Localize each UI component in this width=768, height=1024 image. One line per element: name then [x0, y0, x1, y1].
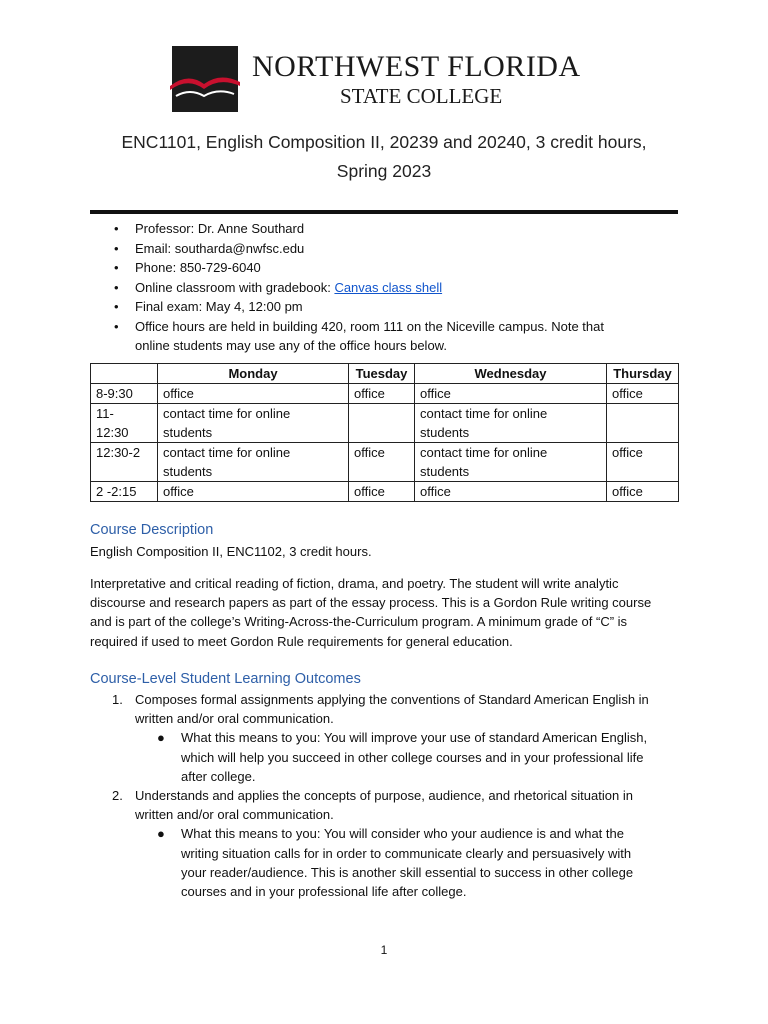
phone-text: Phone: 850-729-6040 — [135, 260, 261, 275]
table-cell: office — [158, 384, 349, 404]
divider — [90, 210, 678, 214]
bullet-icon: ● — [157, 730, 165, 746]
column-header — [91, 364, 158, 384]
table-cell: 11- 12:30 — [91, 404, 158, 443]
column-header: Tuesday — [349, 364, 415, 384]
table-cell: office — [415, 384, 607, 404]
table-cell: contact time for online students — [158, 443, 349, 482]
canvas-link[interactable]: Canvas class shell — [334, 279, 443, 295]
table-cell: office — [349, 443, 415, 482]
section-heading: Course-Level Student Learning Outcomes — [90, 671, 361, 687]
table-header-row — [91, 364, 679, 384]
outcome-line: Understands and applies the concepts of purpose, audience, and rhetorical situation in — [135, 788, 633, 804]
sub-line: What this means to you: You will improve your use of standard American English, — [181, 730, 648, 746]
paragraph-line: discourse and research papers as part of the essay process. This is a Gordon Rule writing course — [90, 595, 652, 611]
description-line: English Composition II, ENC1102, 3 credit hours. — [90, 544, 372, 559]
table-cell: office — [158, 482, 349, 502]
outcome-sub-item — [90, 728, 690, 786]
table-row — [91, 384, 679, 404]
table-cell: office — [607, 384, 679, 404]
outcome-line: Composes formal assignments applying the conventions of Standard American English in — [135, 692, 649, 707]
paragraph-line: and is part of the college’s Writing-Across-the-Curriculum program. A minimum grade of “C” is — [90, 614, 628, 630]
column-header: Thursday — [607, 364, 679, 384]
professor-text: Professor: Dr. Anne Southard — [135, 221, 305, 236]
sub-line: your reader/audience. This is another skill essential to success in other college — [181, 864, 634, 880]
outcome-item — [90, 690, 690, 728]
list-item — [90, 239, 678, 259]
table-row — [91, 443, 679, 482]
table-cell: office — [349, 384, 415, 404]
table-cell: contact time for online students — [415, 404, 607, 443]
college-logo — [170, 44, 610, 114]
description-paragraph — [90, 574, 690, 651]
table-cell: office — [607, 482, 679, 502]
list-item — [90, 278, 678, 298]
office-hours-text: Office hours are held in building 420, room 111 on the Niceville campus. Note that — [135, 318, 604, 334]
table-cell — [349, 404, 415, 443]
sub-line: after college. — [181, 768, 256, 784]
sub-line: writing situation calls for in order to communicate clearly and persuasively with — [181, 845, 632, 861]
table-cell: office — [607, 443, 679, 482]
page-number: 1 — [380, 943, 388, 957]
logo-text-line2: STATE COLLEGE — [340, 84, 503, 108]
table-cell: 2 -2:15 — [91, 482, 158, 502]
column-header: Wednesday — [415, 364, 607, 384]
outcome-item — [90, 786, 690, 824]
list-item — [90, 297, 678, 317]
table-cell: 12:30-2 — [91, 443, 158, 482]
course-title — [90, 128, 678, 186]
email-text: Email: southarda@nwfsc.edu — [135, 240, 305, 256]
final-exam-text: Final exam: May 4, 12:00 pm — [135, 299, 303, 314]
sub-line: What this means to you: You will consider who your audience is and what the — [181, 826, 624, 842]
course-title-line2: Spring 2023 — [336, 161, 432, 181]
sub-line: which will help you succeed in other college courses and in your professional life — [181, 749, 644, 765]
table-cell: contact time for online students — [158, 404, 349, 443]
office-hours-text-2: online students may use any of the office hours below. — [135, 338, 447, 353]
course-title-line1: ENC1101, English Composition II, 20239 and 20240, 3 credit hours, — [121, 132, 647, 152]
table-cell: 8-9:30 — [91, 384, 158, 404]
list-item — [90, 258, 678, 278]
outcomes-list — [90, 690, 690, 901]
outcome-number: 2. — [112, 788, 123, 804]
list-item — [90, 317, 678, 356]
bullet-icon: ● — [157, 826, 165, 842]
classroom-text: Online classroom with gradebook: — [135, 279, 335, 295]
section-heading: Course Description — [90, 522, 214, 538]
table-cell: office — [415, 482, 607, 502]
table-body — [91, 384, 679, 502]
paragraph-line: Interpretative and critical reading of fiction, drama, and poetry. The student will write analytic — [90, 576, 619, 591]
sub-line: courses and in your professional life after college. — [181, 884, 467, 900]
office-hours-table — [90, 363, 679, 502]
column-header: Monday — [158, 364, 349, 384]
outcome-line: written and/or oral communication. — [135, 807, 334, 823]
paragraph-line: required if used to meet Gordon Rule requirements for general education. — [90, 633, 513, 649]
list-item — [90, 219, 678, 239]
table-cell: office — [349, 482, 415, 502]
instructor-info-list — [90, 219, 678, 356]
table-cell — [607, 404, 679, 443]
outcome-sub-item — [90, 824, 690, 901]
table-cell: contact time for online students — [415, 443, 607, 482]
outcome-line: written and/or oral communication. — [135, 711, 334, 727]
outcome-number: 1. — [112, 692, 123, 707]
book-swoosh-icon — [170, 44, 246, 114]
table-row — [91, 482, 679, 502]
table-row — [91, 404, 679, 443]
logo-text-line1: NORTHWEST FLORIDA — [252, 50, 581, 83]
